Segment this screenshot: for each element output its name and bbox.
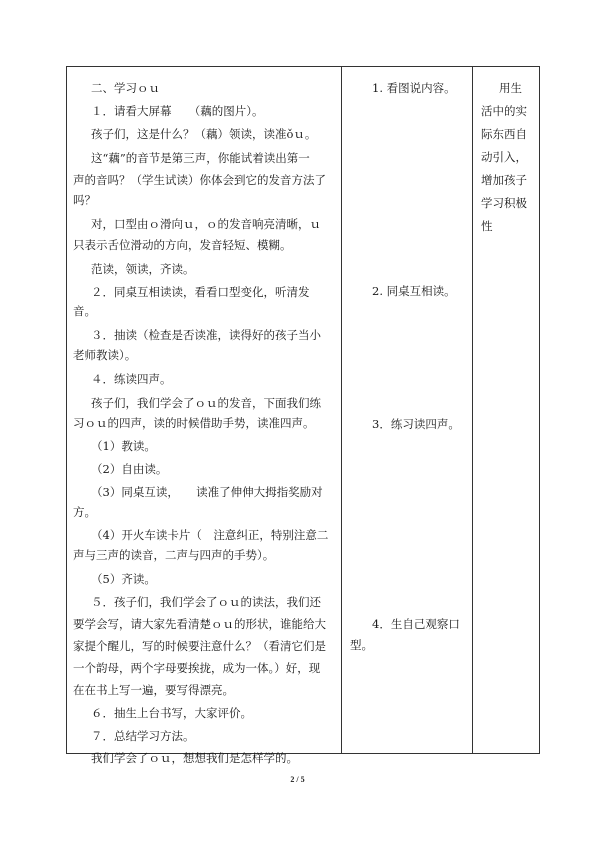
text-line: （5）齐读。 <box>91 572 156 586</box>
section-heading: 二、学习ｏｕ <box>91 81 160 95</box>
student-step: 2. 同桌互相读。 <box>372 284 456 298</box>
student-activity-cell <box>342 67 473 754</box>
intent-line: 用生 <box>499 81 522 95</box>
student-step: 型。 <box>350 638 373 652</box>
text-line: 孩子们，这是什么？（藕）领读，读准ǒｕ。 <box>91 127 317 141</box>
text-line: ５．孩子们，我们学会了ｏｕ的读法，我们还 <box>91 595 321 609</box>
intent-line: 性 <box>481 219 493 233</box>
text-line: 这“藕”的音节是第三声，你能试着读出第一 <box>91 151 310 165</box>
text-line: （2）自由读。 <box>91 462 168 476</box>
text-line: 声的音吗？（学生试读）你体会到它的发音方法了 <box>73 173 326 187</box>
text-line: 对，口型由ｏ滑向ｕ，ｏ的发音响亮清晰，ｕ <box>91 217 321 231</box>
text-line: （4）开火车读卡片（ 注意纠正，特别注意二 <box>91 528 329 542</box>
lesson-plan-table <box>66 66 540 765</box>
text-line: 在在书上写一遍，要写得漂亮。 <box>73 683 234 697</box>
intent-line: 动引入， <box>481 150 527 164</box>
intent-line: 增加孩子 <box>481 173 527 187</box>
text-line: 范读，领读，齐读。 <box>91 262 195 276</box>
intent-line: 学习积极 <box>481 196 527 210</box>
text-line: ６．抽生上台书写，大家评价。 <box>91 706 252 720</box>
student-step: 3．练习读四声。 <box>372 417 460 431</box>
text-line: 一个韵母，两个字母要挨拢，成为一体。）好，现 <box>73 661 321 675</box>
page-number: 2 / 5 <box>290 775 305 784</box>
text-line: 声与三声的读音，二声与四声的手势）。 <box>73 548 275 562</box>
text-line: 吗？ <box>73 193 96 207</box>
text-line: １．请看大屏幕 （藕的图片）。 <box>91 104 264 118</box>
text-line: ７．总结学习方法。 <box>91 729 195 743</box>
text-line: 音。 <box>73 304 96 318</box>
text-line: 方。 <box>73 505 96 519</box>
text-line: 习ｏｕ的四声，读的时候借助手势，读准四声。 <box>73 416 315 430</box>
text-line: 我们学会了ｏｕ，想想我们是怎样学的。 <box>91 751 298 765</box>
teacher-activity-cell <box>67 67 342 765</box>
design-intent-cell <box>473 67 540 754</box>
text-line: ３．抽读（检查是否读准，读得好的孩子当小 <box>91 328 321 342</box>
text-line: 家提个醒儿，写的时候要注意什么？（看清它们是 <box>73 639 326 653</box>
student-step: 4．生自己观察口 <box>372 617 460 631</box>
text-line: 只表示舌位滑动的方向，发音轻短、模糊。 <box>73 238 292 252</box>
text-line: （1）教读。 <box>91 439 156 453</box>
text-line: 要学会写，请大家先看清楚ｏｕ的形状，谁能给大 <box>73 617 326 631</box>
intent-line: 活中的实 <box>481 104 527 118</box>
text-line: ４．练读四声。 <box>91 372 172 386</box>
text-line: 老师教读）。 <box>73 348 137 362</box>
intent-line: 际东西自 <box>481 127 527 141</box>
text-line: 孩子们，我们学会了ｏｕ的发音，下面我们练 <box>91 396 321 410</box>
student-step: 1. 看图说内容。 <box>372 81 456 95</box>
text-line: （3）同桌互读， 读准了伸伸大拇指奖励对 <box>91 485 323 499</box>
text-line: ２．同桌互相读读，看看口型变化，听清发 <box>91 285 310 299</box>
